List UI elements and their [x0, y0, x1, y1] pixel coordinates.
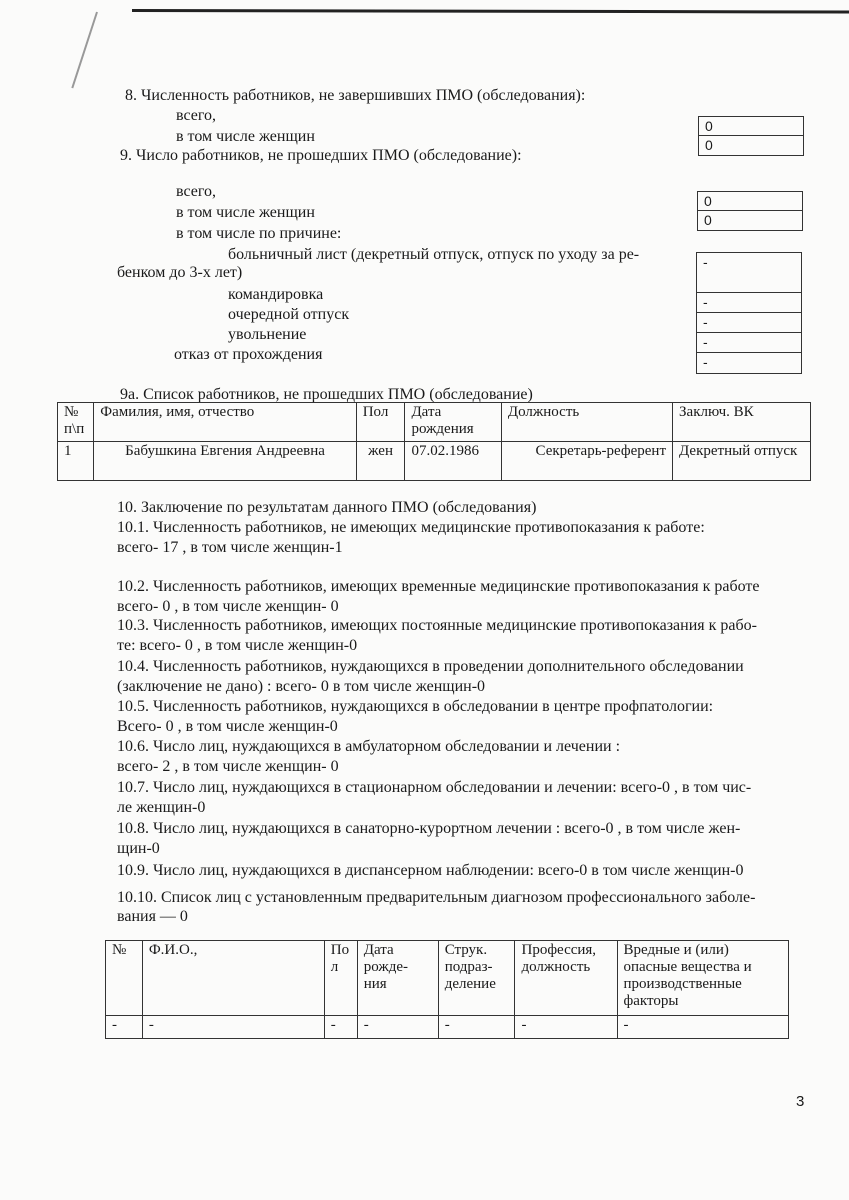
s10-2-line2: всего- 0 , в том числе женщин- 0	[117, 598, 339, 615]
s9-sick-leave-label: больничный лист (декретный отпуск, отпуск по уходу за ре-	[228, 246, 640, 263]
section-10-title: 10. Заключение по результатам данного ПМО (обследования)	[117, 499, 537, 516]
s9-women-label: в том числе женщин	[176, 204, 315, 221]
header-profession: Профессия, должность	[515, 941, 617, 1016]
cell-position: Секретарь-референт	[501, 442, 672, 481]
s9-vacation-value: -	[697, 313, 801, 333]
s8-women-value: 0	[705, 137, 713, 153]
s9-reasons-box	[696, 252, 802, 374]
table-row	[106, 1016, 789, 1039]
s10-4-line2: (заключение не дано) : всего- 0 в том числе женщин-0	[117, 678, 486, 695]
s9-dismissal-value: -	[697, 333, 801, 353]
s9-women-value: 0	[704, 212, 712, 228]
s10-3-line1: 10.3. Численность работников, имеющих постоянные медицинские противопоказания к рабо-	[117, 617, 757, 634]
cell-birth-date: -	[357, 1016, 438, 1039]
cell-profession: -	[515, 1016, 617, 1039]
header-fio: Фамилия, имя, отчество	[94, 403, 356, 442]
s9-values-box	[697, 191, 803, 231]
s10-7-line2: ле женщин-0	[117, 799, 206, 816]
s10-1-line2: всего- 17 , в том числе женщин-1	[117, 539, 343, 556]
paper-edge-top	[132, 9, 849, 14]
s9-reason-label: в том числе по причине:	[176, 225, 342, 242]
s9-total-value: 0	[698, 192, 802, 211]
cell-fio: -	[142, 1016, 324, 1039]
s10-4-line1: 10.4. Численность работников, нуждающихся в проведении дополнительного обследовании	[117, 658, 744, 675]
s10-8-line1: 10.8. Число лиц, нуждающихся в санаторно-курортном лечении : всего-0 , в том числе жен-	[117, 820, 741, 837]
s10-6-line1: 10.6. Число лиц, нуждающихся в амбулаторном обследовании и лечении :	[117, 738, 621, 755]
cell-birth-date: 07.02.1986	[405, 442, 501, 481]
table-row	[58, 442, 811, 481]
section-9-title: 9. Число работников, не прошедших ПМО (обследование):	[120, 147, 522, 164]
table-header-row	[106, 941, 789, 1016]
cell-hazards: -	[617, 1016, 789, 1039]
s9-sick-leave-value: -	[697, 253, 801, 293]
header-hazards: Вредные и (или) опасные вещества и производственные факторы	[617, 941, 789, 1016]
header-num: №	[106, 941, 143, 1016]
s10-5-line1: 10.5. Численность работников, нуждающихся в обследовании в центре профпатологии:	[117, 698, 714, 715]
s10-1-line1: 10.1. Численность работников, не имеющих медицинские противопоказания к работе:	[117, 519, 705, 536]
header-conclusion: Заключ. ВК	[673, 403, 811, 442]
cell-conclusion: Декретный отпуск	[673, 442, 811, 481]
s9-vacation-label: очередной отпуск	[228, 306, 350, 323]
s9a-table	[57, 402, 811, 481]
cell-fio: Бабушкина Евгения Андреевна	[94, 442, 356, 481]
paper-edge-left	[71, 12, 98, 89]
s9-total-label: всего,	[176, 183, 217, 200]
s9-refusal-label: отказ от прохождения	[174, 346, 323, 363]
s8-women-label: в том числе женщин	[176, 128, 315, 145]
header-sex: Пол	[356, 403, 405, 442]
header-position: Должность	[501, 403, 672, 442]
s9-sick-leave-label-cont: бенком до 3-х лет)	[117, 264, 243, 281]
s9-business-trip-label: командировка	[228, 286, 324, 303]
header-fio: Ф.И.О.,	[142, 941, 324, 1016]
section-8-title: 8. Численность работников, не завершивших ПМО (обследования):	[125, 87, 586, 104]
s8-values-box	[698, 116, 804, 156]
s10-2-line1: 10.2. Численность работников, имеющих временные медицинские противопоказания к работе	[117, 578, 760, 595]
header-birth-date: Дата рождения	[405, 403, 501, 442]
s10-7-line1: 10.7. Число лиц, нуждающихся в стационарном обследовании и лечении: всего-0 , в том чис-	[117, 779, 752, 796]
s10-10-line2: вания — 0	[117, 908, 188, 925]
s10-10-line1: 10.10. Список лиц с установленным предварительным диагнозом профессионального заболе-	[117, 889, 756, 906]
s10-6-line2: всего- 2 , в том числе женщин- 0	[117, 758, 339, 775]
page-number: 3	[796, 1093, 805, 1110]
s9-refusal-value: -	[703, 354, 708, 370]
s10-8-line2: щин-0	[117, 840, 160, 857]
section-9a-title: 9а. Список работников, не прошедших ПМО (обследование)	[120, 386, 533, 403]
s10-3-line2: те: всего- 0 , в том числе женщин-0	[117, 637, 358, 654]
s10-5-line2: Всего- 0 , в том числе женщин-0	[117, 718, 338, 735]
s9-dismissal-label: увольнение	[228, 326, 307, 343]
header-num: № п\п	[58, 403, 94, 442]
header-birth-date: Дата рожде- ния	[357, 941, 438, 1016]
cell-sex: жен	[356, 442, 405, 481]
s8-total-label: всего,	[176, 107, 217, 124]
header-sex: По л	[324, 941, 357, 1016]
header-department: Струк. подраз- деление	[438, 941, 515, 1016]
cell-num: -	[106, 1016, 143, 1039]
cell-sex: -	[324, 1016, 357, 1039]
s8-total-value: 0	[699, 117, 803, 136]
s10-9-line1: 10.9. Число лиц, нуждающихся в диспансерном наблюдении: всего-0 в том числе женщин-0	[117, 862, 744, 879]
table-header-row	[58, 403, 811, 442]
s10-10-table	[105, 940, 789, 1039]
s9-business-trip-value: -	[697, 293, 801, 313]
cell-department: -	[438, 1016, 515, 1039]
cell-num: 1	[58, 442, 94, 481]
